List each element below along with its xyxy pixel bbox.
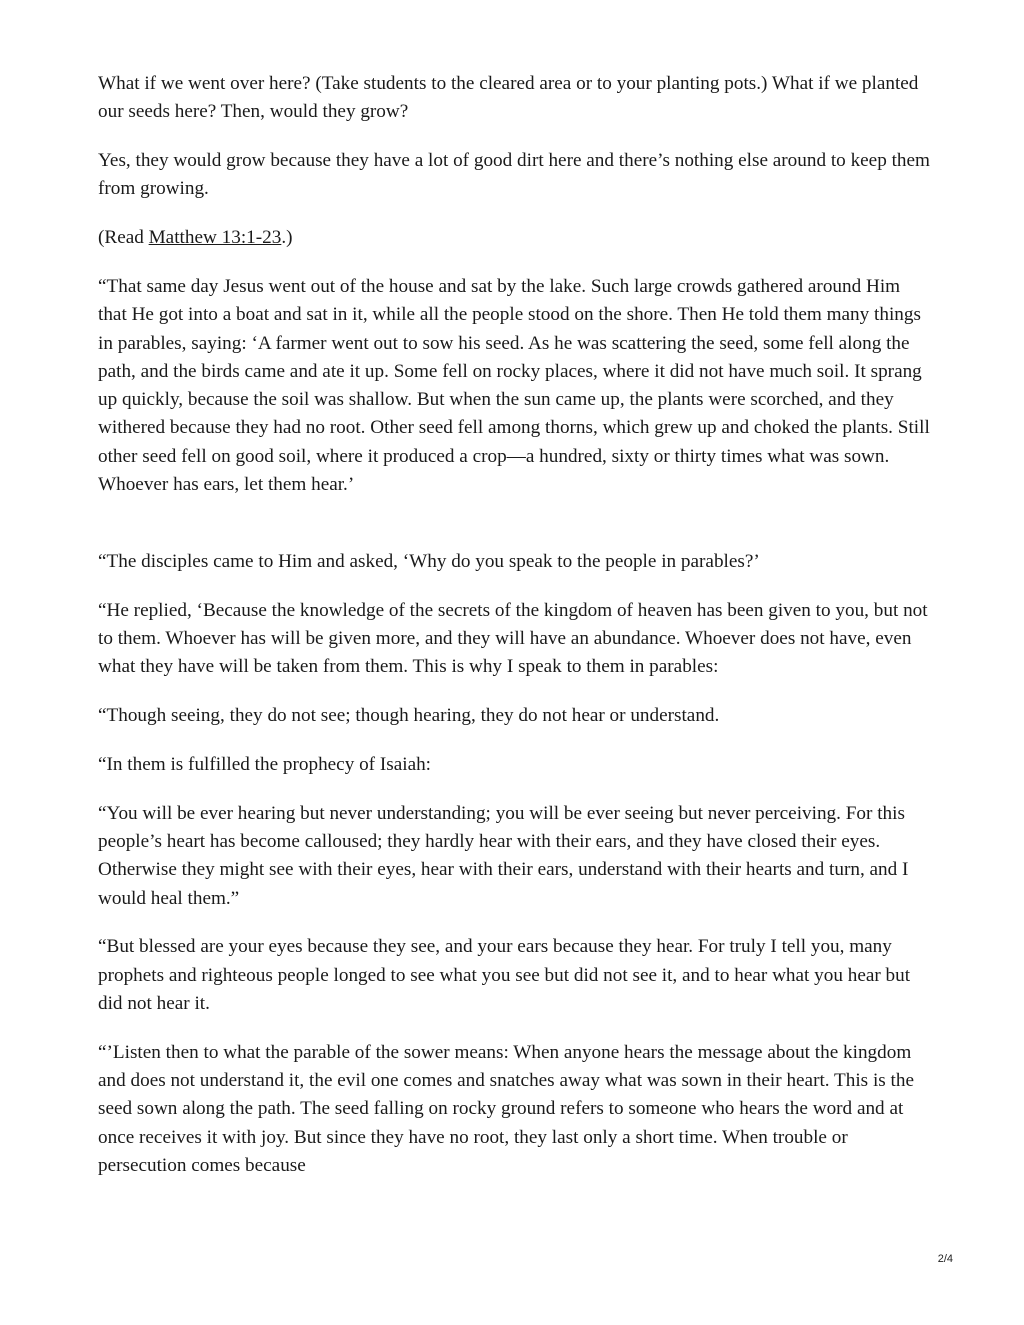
- read-reference-line: [98, 224, 933, 252]
- read-suffix: .): [281, 227, 293, 249]
- scripture-paragraph: “He replied, ‘Because the knowledge of the secrets of the kingdom of heaven has been given to you, but not to them. Whoever has will be given more, and they will have an abundance. Whoever does not have, even what they have will be taken from them. This is why I speak to them in parables:: [98, 599, 928, 678]
- scripture-paragraph: “’Listen then to what the parable of the sower means: When anyone hears the message about the kingdom and does not understand it, the evil one comes and snatches away what was sown in their heart. This is the seed sown along the path. The seed falling on rocky ground refers to someone who hears the word and at once receives it with joy. But since they have no root, they last only a short time. When trouble or persecution comes because: [98, 1041, 914, 1176]
- scripture-paragraph: “That same day Jesus went out of the house and sat by the lake. Such large crowds gathered around Him that He got into a boat and sat in it, while all the people stood on the shore. Then He told them many things in parables, saying: ‘A farmer went out to sow his seed. As he was scattering the seed, some fell along the path, and the birds came and ate it up. Some fell on rocky places, where it did not have much soil. It sprang up quickly, because the soil was shallow. But when the sun came up, the plants were scorched, and they withered because they had no root. Other seed fell among thorns, which grew up and choked the plants. Still other seed fell on good soil, where it produced a crop—a hundred, sixty or thirty times what was sown. Whoever has ears, let them hear.’: [98, 275, 930, 496]
- document-body: [98, 70, 933, 1201]
- page-number: 2/4: [937, 1253, 953, 1265]
- paragraph: What if we went over here? (Take students to the cleared area or to your planting pots.) What if we planted our seeds here? Then, would they grow?: [98, 73, 919, 123]
- scripture-paragraph: “But blessed are your eyes because they see, and your ears because they hear. For truly I tell you, many prophets and righteous people longed to see what you see but did not see it, and to hear what you hear but did not hear it.: [98, 936, 911, 1014]
- scripture-paragraph: “You will be ever hearing but never understanding; you will be ever seeing but never perceiving. For this people’s heart has become calloused; they hardly hear with their ears, and they have closed their eyes. Otherwise they might see with their eyes, hear with their ears, understand with their hearts and turn, and I would heal them.”: [98, 802, 909, 909]
- read-prefix: (Read: [98, 227, 149, 249]
- scripture-paragraph: “In them is fulfilled the prophecy of Isaiah:: [98, 753, 432, 775]
- scripture-reference-link[interactable]: Matthew 13:1-23: [148, 227, 282, 249]
- scripture-paragraph: “The disciples came to Him and asked, ‘Why do you speak to the people in parables?’: [98, 550, 760, 572]
- paragraph: Yes, they would grow because they have a lot of good dirt here and there’s nothing else around to keep them from growing.: [98, 150, 930, 200]
- scripture-paragraph: “Though seeing, they do not see; though hearing, they do not hear or understand.: [98, 705, 720, 727]
